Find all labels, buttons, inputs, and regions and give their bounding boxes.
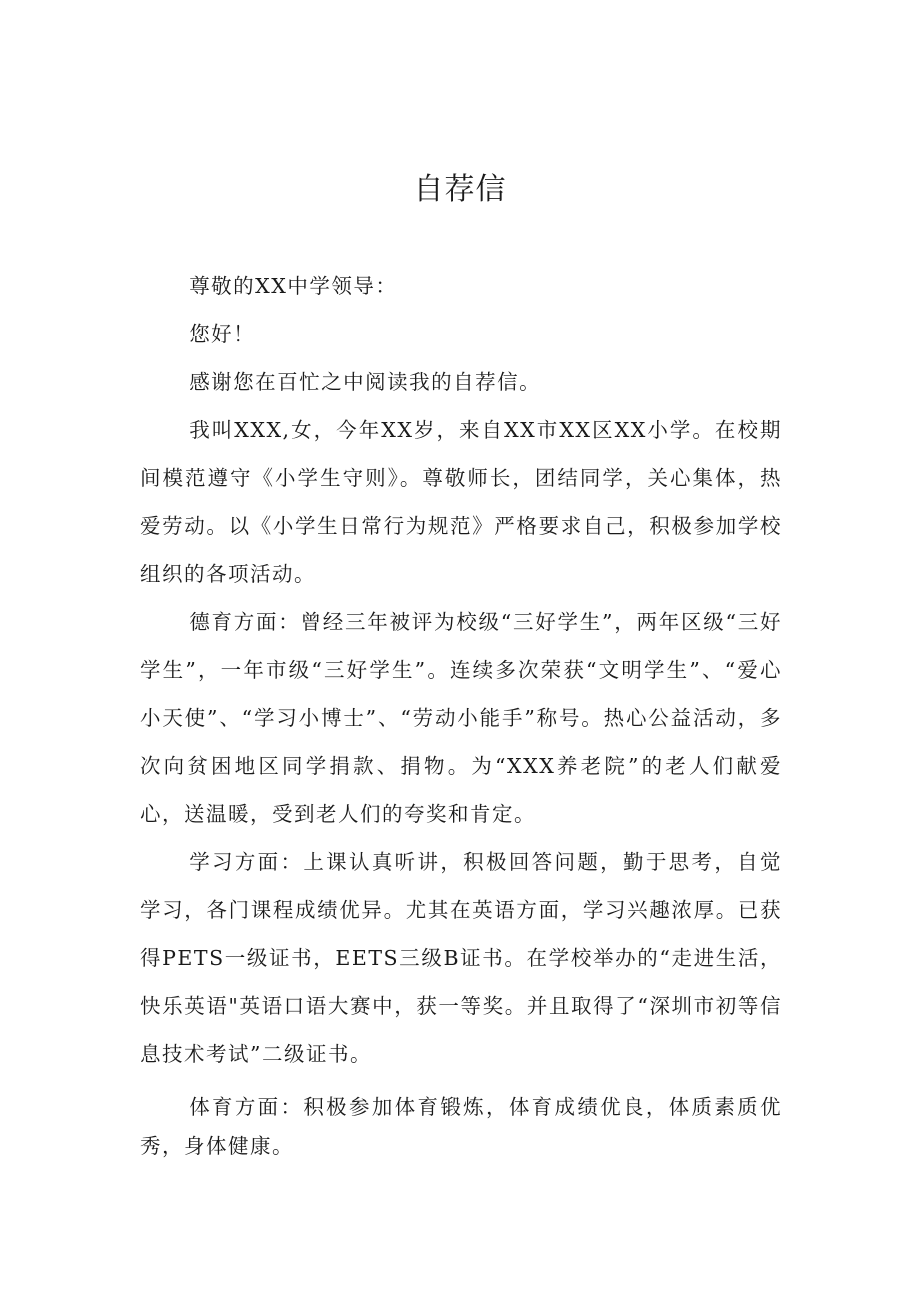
paragraph-study: 学习方面：上课认真听讲，积极回答问题，勤于思考，自觉学习，各门课程成绩优异。尤其在英语方面，学习兴趣浓厚。已获得PETS一级证书，EETS三级B证书。在学校举办的“走进生活，快乐英语"英语口语大赛中，获一等奖。并且取得了“深圳市初等信息技术考试”二级证书。 xyxy=(140,850,782,1066)
paragraph-introduction: 我叫XXX,女，今年XX岁，来自XX市XX区XX小学。在校期间模范遵守《小学生守则》。尊敬师长，团结同学，关心集体，热爱劳动。以《小学生日常行为规范》严格要求自己，积极参加学校组织的各项活动。 xyxy=(140,418,782,586)
paragraph-sports: 体育方面：积极参加体育锻炼，体育成绩优良，体质素质优秀，身体健康。 xyxy=(140,1095,782,1158)
salutation: 尊敬的XX中学领导： xyxy=(189,274,398,298)
letter-body xyxy=(140,262,782,1166)
document-title: 自荐信 xyxy=(413,172,507,207)
greeting: 您好！ xyxy=(189,322,256,346)
paragraph-moral-education: 德育方面：曾经三年被评为校级“三好学生”，两年区级“三好学生”，一年市级“三好学生”。连续多次荣获“文明学生”、“爱心小天使”、“学习小博士”、“劳动小能手”称号。热心公益活动，多次向贫困地区同学捐款、捐物。为“XXX养老院”的老人们献爱心，送温暖，受到老人们的夸奖和肯定。 xyxy=(140,610,782,826)
paragraph-thanks: 感谢您在百忙之中阅读我的自荐信。 xyxy=(189,370,542,394)
